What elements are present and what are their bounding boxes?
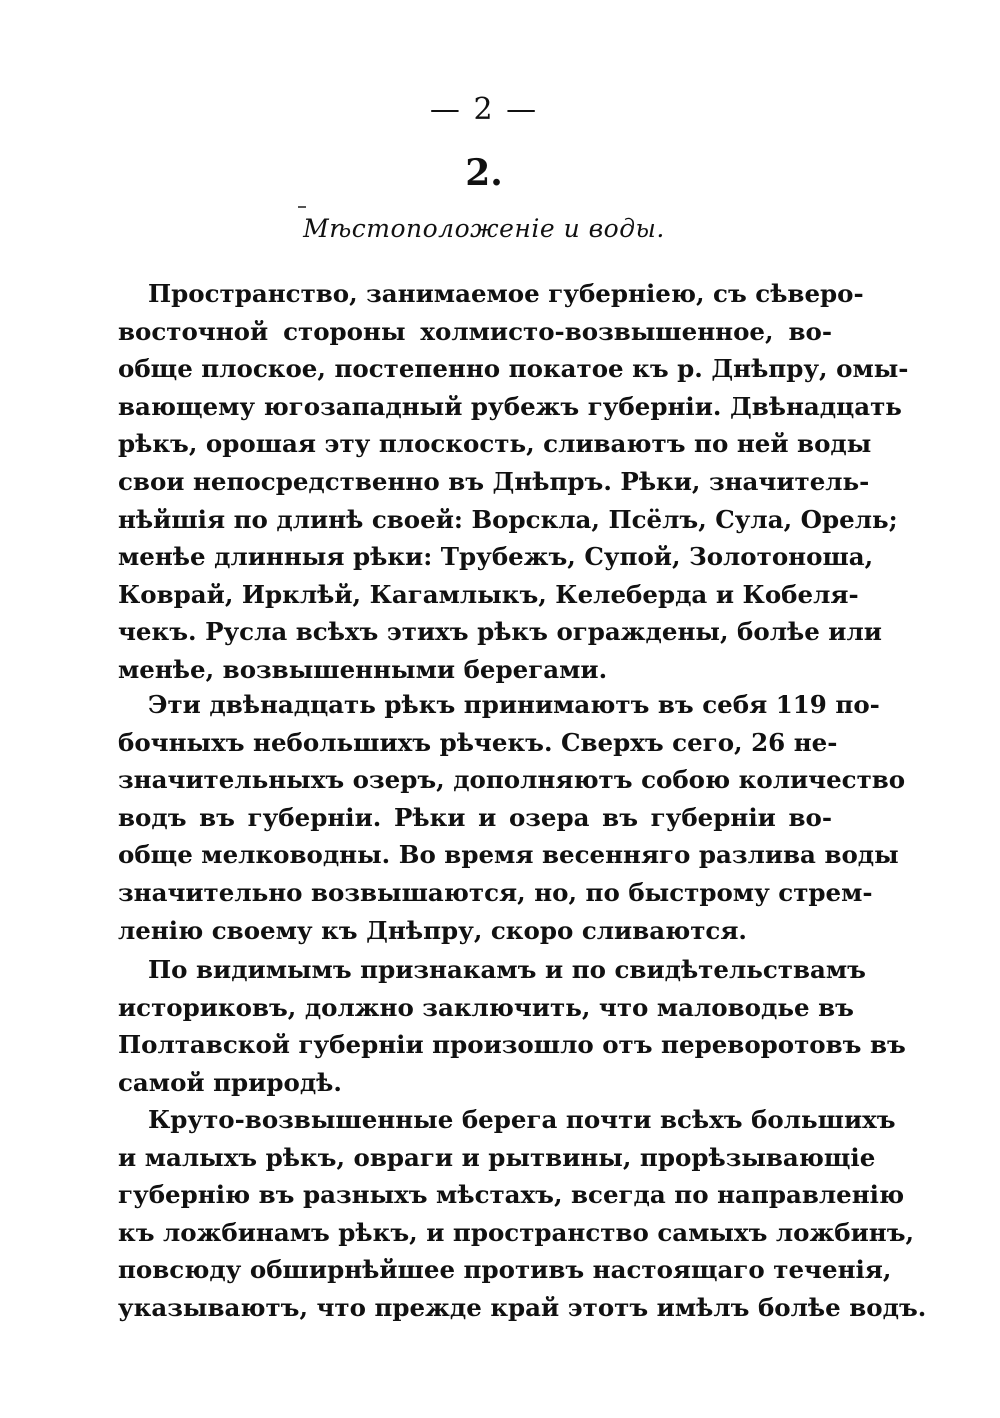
text-line: значительныхъ озеръ, дополняютъ собою количество <box>118 765 906 795</box>
text-line: рѣкъ, орошая эту плоскость, сливаютъ по ней воды <box>118 429 872 459</box>
print-speck <box>298 206 306 208</box>
section-number: 2. <box>465 152 503 194</box>
text-line: бочныхъ небольшихъ рѣчекъ. Сверхъ сего, 26 не- <box>118 727 838 757</box>
text-line: Коврай, Ирклѣй, Кагамлыкъ, Келеберда и Кобеля- <box>118 579 859 609</box>
text-line: повсюду обширнѣйшее противъ настоящаго теченія, <box>118 1255 892 1285</box>
text-line: вающему югозападный рубежъ губерніи. Двѣнадцать <box>118 391 902 421</box>
paragraph-3 <box>118 951 906 1101</box>
text-line: и малыхъ рѣкъ, овраги и рытвины, прорѣзывающіе <box>118 1142 876 1172</box>
text-line: Круто-возвышенные берега почти всѣхъ большихъ <box>148 1105 896 1134</box>
text-line: свои непосредственно въ Днѣпръ. Рѣки, значитель- <box>118 466 870 496</box>
text-line: Эти двѣнадцать рѣкъ принимаютъ въ себя 119 по- <box>148 690 880 719</box>
paragraph-4 <box>118 1101 927 1327</box>
text-line: нѣйшія по длинѣ своей: Ворскла, Псёлъ, Сула, Орель; <box>118 504 898 534</box>
text-line: Полтавской губерніи произошло отъ переворотовъ въ <box>118 1030 906 1060</box>
page-number: — 2 — <box>429 92 539 127</box>
text-line: Пространство, занимаемое губерніею, съ сѣверо- <box>148 279 864 308</box>
text-line: губернію въ разныхъ мѣстахъ, всегда по направленію <box>118 1180 905 1210</box>
paragraph-1 <box>118 275 909 689</box>
text-line: самой природѣ. <box>118 1067 342 1097</box>
section-title: Мѣстоположеніе и воды. <box>303 214 665 243</box>
text-line: чекъ. Русла всѣхъ этихъ рѣкъ ограждены, болѣе или <box>118 617 882 647</box>
text-line: менѣе, возвышенными берегами. <box>118 654 608 684</box>
text-line: По видимымъ признакамъ и по свидѣтельствамъ <box>148 955 866 984</box>
paragraph-2 <box>118 686 906 949</box>
text-line: указываютъ, что прежде край этотъ имѣлъ болѣе водъ. <box>118 1292 927 1322</box>
text-line: историковъ, должно заключить, что маловодье въ <box>118 992 854 1022</box>
text-line: обще мелководны. Во время весенняго разлива воды <box>118 840 899 870</box>
text-line: обще плоское, постепенно покатое къ р. Днѣпру, омы- <box>118 354 909 384</box>
text-line: къ ложбинамъ рѣкъ, и пространство самыхъ ложбинъ, <box>118 1217 915 1247</box>
text-line: водъ въ губерніи. Рѣки и озера въ губерніи во- <box>118 802 832 832</box>
text-line: менѣе длинныя рѣки: Трубежъ, Супой, Золотоноша, <box>118 542 874 572</box>
text-line: восточной стороны холмисто-возвышенное, во- <box>118 316 832 346</box>
text-line: значительно возвышаются, но, по быстрому стрем- <box>118 877 873 907</box>
text-line: ленію своему къ Днѣпру, скоро сливаются. <box>118 915 747 945</box>
